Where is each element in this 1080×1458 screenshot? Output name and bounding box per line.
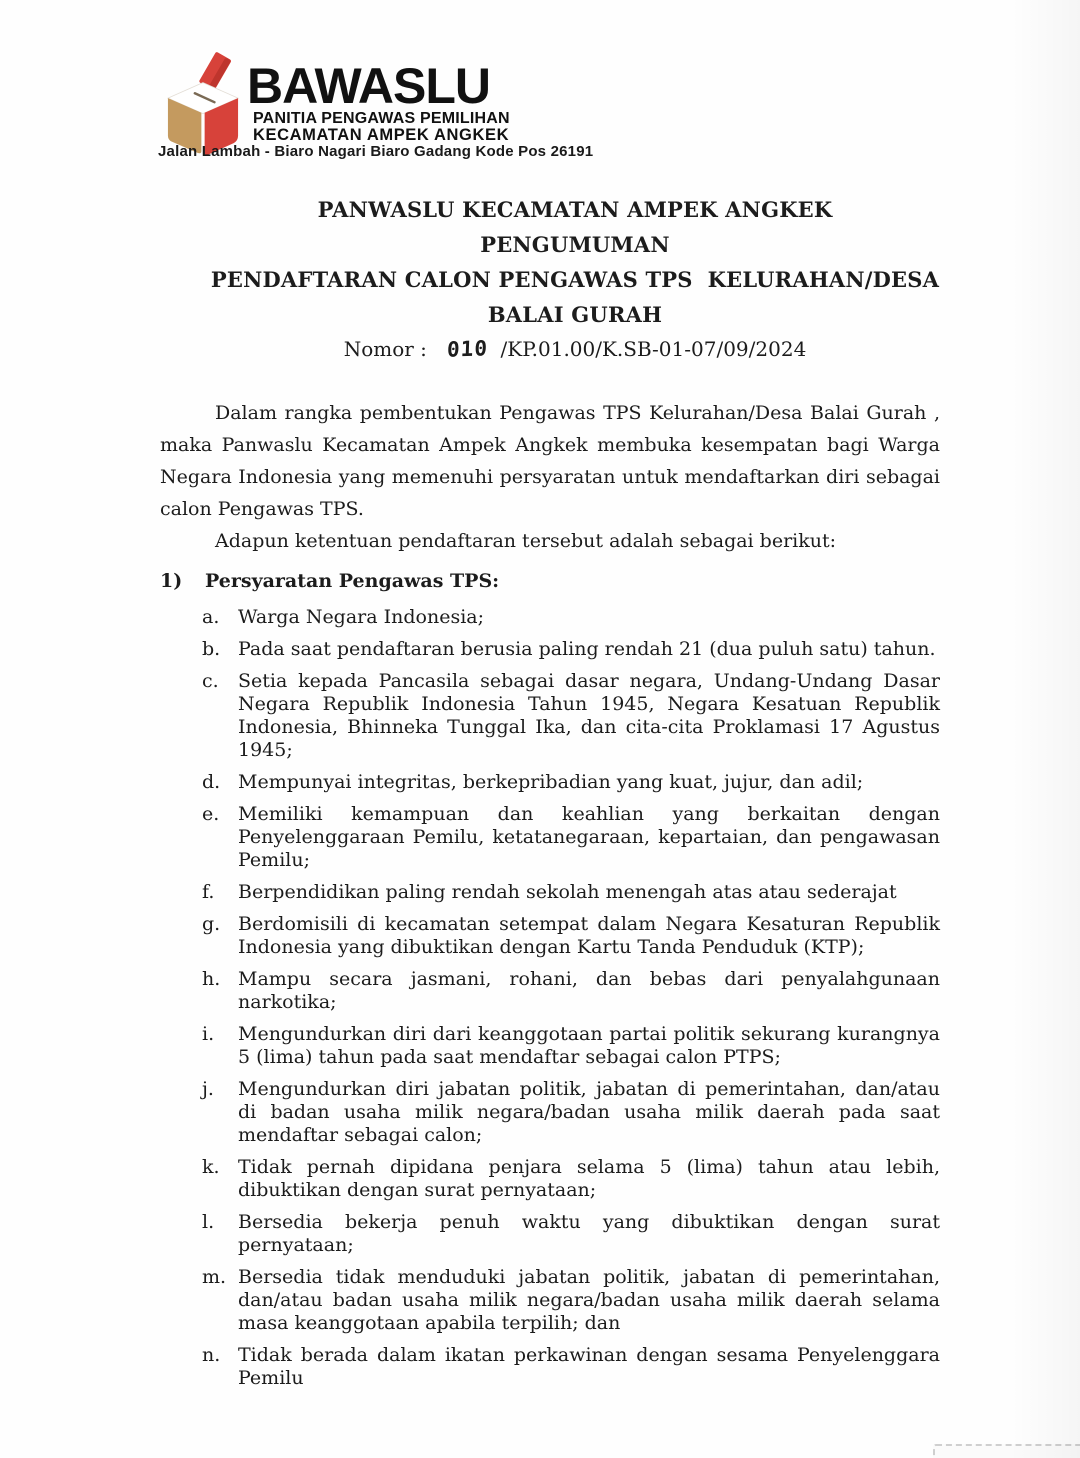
list-item-text: Mempunyai integritas, berkepribadian yang kuat, jujur, dan adil; [238,771,864,793]
scan-edge-shading [1010,0,1080,1458]
section-heading-text: Persyaratan Pengawas TPS: [205,570,500,592]
title-line-2: PENGUMUMAN [480,232,670,257]
list-item [202,638,940,661]
letterhead-text [247,58,510,144]
nomor-reference: /KP.01.00/K.SB-01-07/09/2024 [500,337,807,361]
list-item-letter: e. [202,803,220,825]
document-body [160,192,940,1399]
list-item-text: Bersedia bekerja penuh waktu yang dibuktikan dengan surat pernyataan; [238,1211,940,1256]
list-item-letter: g. [202,913,221,935]
list-item [202,1344,940,1390]
list-item-text: Berpendidikan paling rendah sekolah menengah atas atau sederajat [238,881,897,903]
list-item-letter: j. [202,1078,214,1100]
list-item [202,1023,940,1069]
list-item [202,1078,940,1147]
list-item-letter: b. [202,638,221,660]
document-title-block [210,192,940,367]
org-name: BAWASLU [247,58,490,114]
lead-in-paragraph: Adapun ketentuan pendaftaran tersebut adalah sebagai berikut: [215,530,837,552]
list-item [202,968,940,1014]
list-item-text: Pada saat pendaftaran berusia paling rendah 21 (dua puluh satu) tahun. [238,638,936,660]
list-item [202,1156,940,1202]
list-item [202,1211,940,1257]
list-item-text: Bersedia tidak menduduki jabatan politik, jabatan di pemerintahan, dan/atau badan usaha milik negara/badan usaha milik daerah selama masa keanggotaan apabila terpilih; dan [238,1266,940,1334]
list-item [202,670,940,762]
list-item-letter: a. [202,606,220,628]
list-item-letter: k. [202,1156,220,1178]
list-item-letter: h. [202,968,221,990]
list-item [202,771,940,794]
intro-paragraph: Dalam rangka pembentukan Pengawas TPS Kelurahan/Desa Balai Gurah , maka Panwaslu Kecamatan Ampek Angkek membuka kesempatan bagi Warga Negara Indonesia yang memenuhi persyaratan untuk mendaftarkan diri sebagai calon Pengawas TPS. [160,402,940,520]
list-item [202,1266,940,1335]
list-item [202,803,940,872]
nomor-label: Nomor : [343,337,427,361]
document-number-line [210,332,940,367]
title-line-4: BALAI GURAH [487,302,663,327]
list-item-text: Tidak pernah dipidana penjara selama 5 (lima) tahun atau lebih, dibuktikan dengan surat pernyataan; [238,1156,940,1201]
list-item-letter: l. [202,1211,215,1233]
list-item-text: Warga Negara Indonesia; [238,606,485,628]
bawaslu-ballot-box-logo-icon [153,50,253,156]
nomor-handwritten-value: 010 [446,336,489,362]
title-line-3: PENDAFTARAN CALON PENGAWAS TPS KELURAHAN/DESA [210,267,940,292]
list-item [202,606,940,629]
org-subtitle-2: KECAMATAN AMPEK ANGKEK [253,126,510,144]
list-item-text: Mengundurkan diri jabatan politik, jabatan di pemerintahan, dan/atau di badan usaha milik negara/badan usaha milik daerah pada saat mendaftar sebagai calon; [238,1078,940,1146]
list-item-text: Berdomisili di kecamatan setempat dalam Negara Kesaturan Republik Indonesia yang dibuktikan dengan Kartu Tanda Penduduk (KTP); [238,913,940,958]
letterhead-address: Jalan Lambah - Biaro Nagari Biaro Gadang Kode Pos 26191 [158,143,594,160]
list-item-text: Memiliki kemampuan dan keahlian yang berkaitan dengan Penyelenggaraan Pemilu, ketatanegaraan, kepartaian, dan pengawasan Pemilu; [238,803,940,871]
list-item-text: Setia kepada Pancasila sebagai dasar negara, Undang-Undang Dasar Negara Republik Indonesia Tahun 1945, Negara Kesatuan Republik Indonesia, Bhinneka Tunggal Ika, dan cita-cita Proklamasi 17 Agustus 1945; [238,670,940,761]
list-item-letter: n. [202,1344,221,1366]
list-item-letter: c. [202,670,219,692]
title-line-1: PANWASLU KECAMATAN AMPEK ANGKEK [317,197,833,222]
scan-corner-artifact [933,1444,1080,1458]
list-item [202,881,940,904]
list-item-text: Mampu secara jasmani, rohani, dan bebas dari penyalahgunaan narkotika; [238,968,940,1013]
list-item-letter: d. [202,771,221,793]
requirements-list [202,606,940,1390]
list-item [202,913,940,959]
list-item-letter: f. [202,881,215,903]
org-subtitle-1: PANITIA PENGAWAS PEMILIHAN [253,110,510,127]
list-item-text: Tidak berada dalam ikatan perkawinan dengan sesama Penyelenggara Pemilu [238,1344,940,1389]
list-item-letter: i. [202,1023,215,1045]
section-number: 1) [160,570,183,592]
list-item-text: Mengundurkan diri dari keanggotaan partai politik sekurang kurangnya 5 (lima) tahun pada saat mendaftar sebagai calon PTPS; [238,1023,940,1068]
section-1-heading [160,570,940,593]
list-item-letter: m. [202,1266,227,1288]
